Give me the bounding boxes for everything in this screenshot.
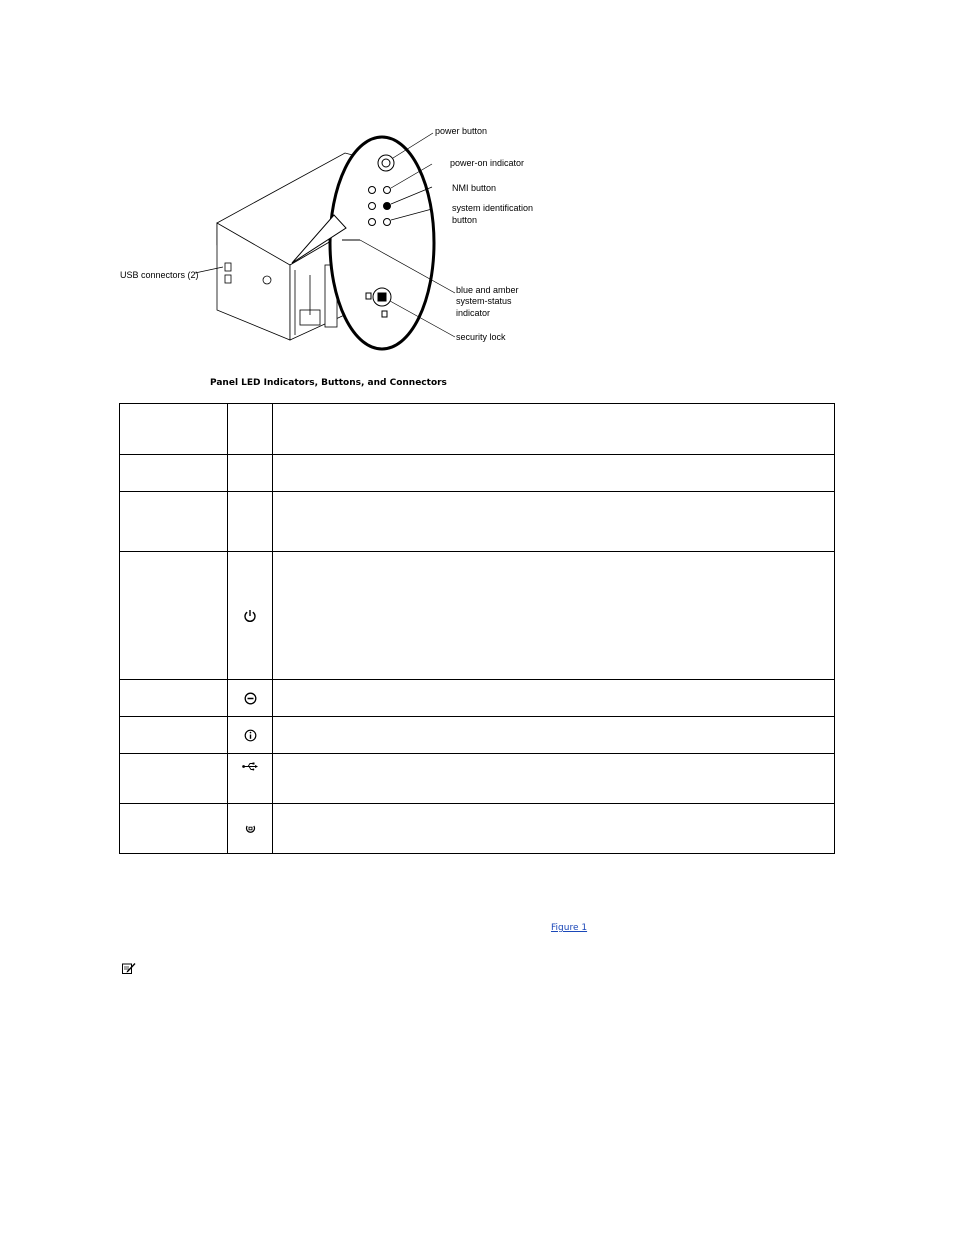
power-icon [243, 609, 257, 623]
table-row [120, 680, 835, 717]
callout-power-button: power button [435, 126, 488, 136]
table-row [120, 455, 835, 492]
table-cell-description [273, 754, 835, 804]
callout-system-id-line1: system identification [452, 203, 534, 213]
callout-nmi-button: NMI button [452, 183, 497, 193]
callout-system-id-line2: button [452, 215, 478, 225]
table-cell-icon [228, 404, 273, 455]
table-row [120, 717, 835, 754]
nmi-icon [244, 692, 257, 705]
table-cell-description [273, 804, 835, 854]
table-cell-icon [228, 492, 273, 552]
table-row [120, 552, 835, 680]
table-cell-component [120, 455, 228, 492]
usb-icon [242, 762, 258, 771]
table-cell-component [120, 552, 228, 680]
table-cell-description [273, 404, 835, 455]
callout-status-line3: indicator [456, 308, 491, 318]
front-panel-figure [110, 115, 550, 355]
callout-status-line2: system-status [456, 296, 512, 306]
table-caption: Panel LED Indicators, Buttons, and Connectors [210, 378, 447, 388]
table-cell-icon [228, 552, 273, 680]
table-cell-component [120, 492, 228, 552]
table-cell-icon [228, 754, 273, 804]
table-cell-icon [228, 804, 273, 854]
system-id-icon [244, 729, 257, 742]
table-cell-description [273, 492, 835, 552]
table-cell-icon [228, 717, 273, 754]
note-icon [122, 962, 136, 974]
table-row [120, 492, 835, 552]
table-cell-component [120, 404, 228, 455]
table-row [120, 404, 835, 455]
table-cell-icon [228, 680, 273, 717]
table-row [120, 754, 835, 804]
table-cell-description [273, 680, 835, 717]
table-cell-component [120, 754, 228, 804]
video-icon [245, 823, 256, 834]
callout-power-on-indicator: power-on indicator [450, 158, 525, 168]
figure-1-link[interactable]: Figure 1 [551, 923, 588, 933]
table-cell-component [120, 680, 228, 717]
led-indicators-table [119, 403, 835, 854]
table-cell-component [120, 717, 228, 754]
callout-usb-connectors: USB connectors (2) [120, 270, 199, 280]
table-cell-description [273, 717, 835, 754]
callout-security-lock: security lock [456, 332, 506, 342]
table-cell-description [273, 552, 835, 680]
table-cell-component [120, 804, 228, 854]
table-row [120, 804, 835, 854]
callout-status-line1: blue and amber [456, 285, 519, 295]
table-cell-description [273, 455, 835, 492]
table-cell-icon [228, 455, 273, 492]
